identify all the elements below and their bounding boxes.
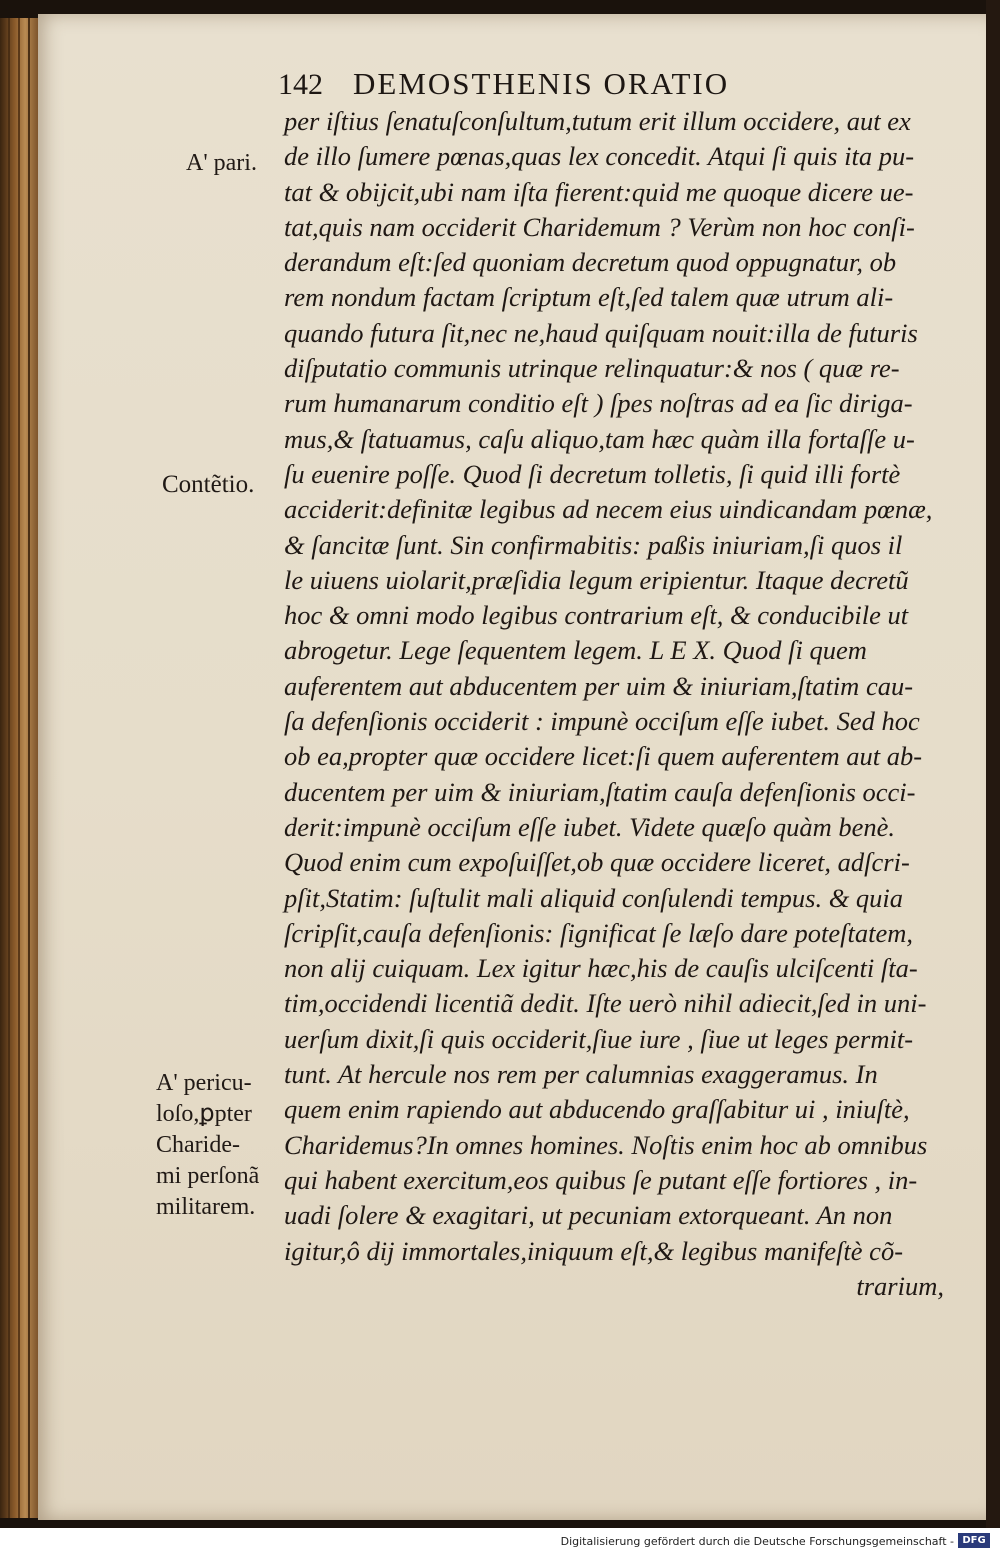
running-header	[278, 66, 729, 102]
text-line: derit:impunè occiſum eſſe iubet. Videte quæſo quàm benè.	[284, 811, 896, 842]
text-line: le uiuens uiolarit,præſidia legum eripientur. Itaque decretũ	[284, 564, 909, 595]
text-line: per iſtius ſenatuſconſultum,tutum erit illum occidere, aut ex	[284, 106, 911, 136]
body-text-block	[284, 104, 944, 1304]
text-line: ſa defenſionis occiderit : impunè occiſum eſſe iubet. Sed hoc	[284, 706, 920, 737]
margin-note-line: loſo,ꝑpter	[156, 1101, 252, 1127]
text-line: & ſancitæ ſunt. Sin confirmabitis: paßis iniuriam,ſi quos il	[284, 529, 903, 560]
text-line: non alij cuiquam. Lex igitur hæc,his de cauſis ulciſcenti ſta-	[284, 953, 918, 984]
text-line: pſit,Statim: ſuſtulit mali aliquid conſulendi tempus. & quia	[284, 882, 904, 913]
text-line: uerſum dixit,ſi quis occiderit,ſiue iure , ſiue ut leges permit-	[284, 1023, 914, 1054]
text-line: ſcripſit,cauſa defenſionis: ſignificat ſe læſo dare poteſtatem,	[284, 917, 914, 948]
text-line: Charidemus?In omnes homines. Noſtis enim hoc ab omnibus	[284, 1129, 928, 1160]
text-line: de illo ſumere pœnas,quas lex concedit. Atqui ſi quis ita pu-	[284, 141, 915, 172]
margin-note-contentio: Contẽtio.	[162, 471, 255, 498]
text-line: rum humanarum conditio eſt ) ſpes noſtras ad ea ſic diriga-	[284, 388, 913, 419]
text-line: tat,quis nam occiderit Charidemum ? Verùm non hoc conſi-	[284, 211, 915, 242]
text-line: abrogetur. Lege ſequentem legem. L E X. Quod ſi quem	[284, 635, 867, 666]
text-line: auferentem aut abducentem per uim & iniuriam,ſtatim cau-	[284, 670, 914, 701]
text-line: qui habent exercitum,eos quibus ſe putant eſſe fortiores , in-	[284, 1164, 918, 1195]
text-line: tim,occidendi licentiã dedit. Iſte uerò nihil adiecit,ſed in uni-	[284, 988, 927, 1019]
text-line: tat & obijcit,ubi nam iſta fierent:quid me quoque dicere ue-	[284, 176, 914, 207]
running-head-title: DEMOSTHENIS ORATIO	[353, 66, 730, 101]
margin-note-line: A' pericu-	[156, 1070, 252, 1096]
margin-note-line: militarem.	[156, 1194, 256, 1220]
dfg-logo: DFG	[958, 1533, 990, 1548]
margin-note-pari: A' pari.	[186, 150, 257, 176]
text-line: derandum eſt:ſed quoniam decretum quod oppugnatur, ob	[284, 247, 897, 278]
digitization-footer	[0, 1528, 1000, 1554]
catchword: trarium,	[856, 1270, 944, 1301]
funding-credit: Digitalisierung gefördert durch die Deutsche Forschungsgemeinschaft -	[560, 1535, 954, 1548]
text-line: diſputatio communis utrinque relinquatur:& nos ( quæ re-	[284, 353, 900, 384]
text-line: igitur,ô dij immortales,iniquum eſt,& legibus manifeſtè cõ-	[284, 1235, 904, 1266]
text-line: mus,& ſtatuamus, caſu aliquo,tam hæc quàm illa fortaſſe u-	[284, 423, 915, 454]
margin-note-line: mi perſonã	[156, 1163, 260, 1189]
text-line: quem enim rapiendo aut abducendo graſſabitur ui , iniuſtè,	[284, 1094, 910, 1125]
text-line: tunt. At hercule nos rem per calumnias exaggeramus. In	[284, 1059, 878, 1090]
page-number: 142	[278, 68, 323, 101]
text-line: quando futura ſit,nec ne,haud quiſquam nouit:illa de futuris	[284, 317, 918, 348]
text-line: hoc & omni modo legibus contrarium eſt, & conducibile ut	[284, 600, 909, 631]
text-line: acciderit:definitæ legibus ad necem eius uindicandam pœnæ,	[284, 494, 933, 525]
margin-note-line: Charide-	[156, 1132, 240, 1158]
scan-edge	[986, 0, 1000, 1528]
text-line: ſu euenire poſſe. Quod ſi decretum tolletis, ſi quid illi fortè	[284, 458, 901, 489]
text-line: rem nondum factam ſcriptum eſt,ſed talem quæ utrum ali-	[284, 282, 894, 313]
book-spine	[0, 18, 42, 1518]
margin-note-periculo	[156, 1068, 259, 1223]
text-line: Quod enim cum expoſuiſſet,ob quæ occidere liceret, adſcri-	[284, 847, 910, 878]
text-line: uadi ſolere & exagitari, ut pecuniam extorqueant. An non	[284, 1200, 893, 1231]
text-line: ob ea,propter quæ occidere licet:ſi quem auferentem aut ab-	[284, 741, 923, 772]
text-line: ducentem per uim & iniuriam,ſtatim cauſa defenſionis occi-	[284, 776, 916, 807]
